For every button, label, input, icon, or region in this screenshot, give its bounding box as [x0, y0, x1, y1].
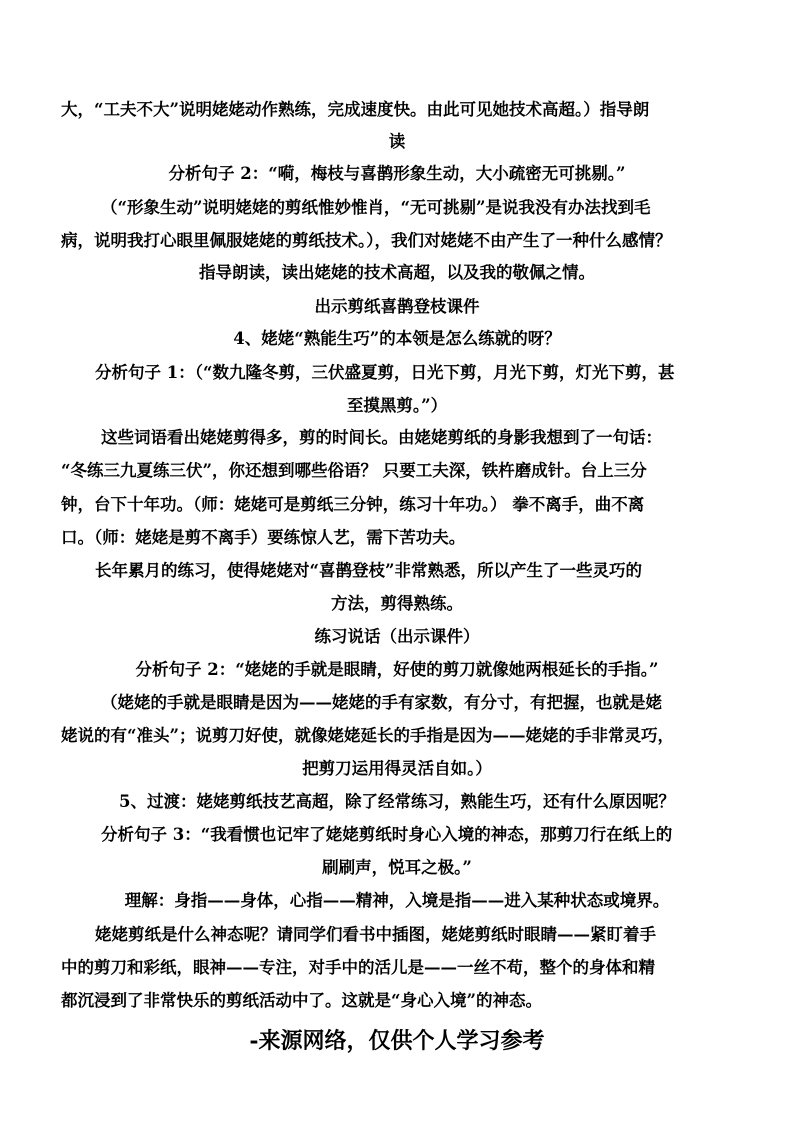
text-line: 至摸黑剪。”） — [346, 396, 448, 415]
source-footer: -来源网络，仅供个人学习参考 — [249, 1028, 545, 1054]
text-line: （“形象生动”说明姥姥的剪纸惟妙惟肖，“无可挑剔”是说我没有办法找到毛 — [101, 198, 651, 217]
text-line: 大，“工夫不大”说明姥姥动作熟练，完成速度快。由此可见她技术高超。）指导朗 — [61, 100, 650, 119]
text-line: 刷刷声，悦耳之极。” — [322, 858, 472, 877]
text-line: 这些词语看出姥姥剪得多，剪的时间长。由姥姥剪纸的身影我想到了一句话： — [101, 428, 662, 447]
text-line: 中的剪刀和彩纸，眼神——专注，对手中的活儿是——一丝不苟，整个的身体和精 — [61, 958, 655, 977]
text-line: 5、过渡：姥姥剪纸技艺高超，除了经常练习，熟能生巧，还有什么原因呢？ — [119, 792, 675, 811]
text-line: 姥姥剪纸是什么神态呢？请同学们看书中插图，姥姥剪纸时眼睛——紧盯着手 — [95, 925, 656, 944]
text-line: 钟，台下十年功。（师：姥姥可是剪纸三分钟，练习十年功。） 拳不离手，曲不离 — [61, 495, 645, 514]
text-line: 口。（师：姥姥是剪不离手）要练惊人艺，需下苦功夫。 — [61, 528, 466, 547]
text-line: 分析句子 1：（“数九隆冬剪，三伏盛夏剪，日光下剪，月光下剪，灯光下剪，甚 — [95, 363, 675, 382]
text-line: 方法，剪得熟练。 — [331, 594, 463, 613]
text-line: 理解：身指——身体，心指——精神，入境是指——进入某种状态或境界。 — [124, 891, 670, 910]
text-line: 分析句子 3：“我看惯也记牢了姥姥剪纸时身心入境的神态，那剪刀行在纸上的 — [101, 825, 673, 844]
text-line: 分析句子 2：“嗬，梅枝与喜鹊形象生动，大小疏密无可挑剔。” — [168, 164, 626, 183]
text-line: 分析句子 2：“姥姥的手就是眼睛，好使的剪刀就像她两根延长的手指。” — [135, 660, 659, 679]
text-line: “冬练三九夏练三伏”，你还想到哪些俗语？ 只要工夫深，铁杵磨成针。台上三分 — [61, 461, 647, 480]
text-line: 把剪刀运用得灵活自如。） — [302, 759, 492, 778]
text-line: 练习说话（出示课件） — [314, 627, 480, 646]
text-line: 长年累月的练习，使得姥姥对“喜鹊登枝”非常熟悉，所以产生了一些灵巧的 — [95, 561, 642, 580]
text-line: （姥姥的手就是眼睛是因为——姥姥的手有家数，有分寸，有把握，也就是姥 — [101, 693, 662, 712]
text-line: 4、姥姥“熟能生巧”的本领是怎么练就的呀？ — [233, 329, 561, 348]
text-line: 指导朗读，读出姥姥的技术高超，以及我的敬佩之情。 — [199, 263, 595, 282]
text-line: 都沉浸到了非常快乐的剪纸活动中了。这就是“身心入境”的神态。 — [61, 991, 542, 1010]
text-line: 出示剪纸喜鹊登枝课件 — [314, 297, 480, 316]
text-line: 病，说明我打心眼里佩服姥姥的剪纸技术。），我们对姥姥不由产生了一种什么感情？ — [61, 231, 672, 250]
text-line: 读 — [388, 132, 406, 151]
text-line: 姥说的有“准头”；说剪刀好使，就像姥姥延长的手指是因为——姥姥的手非常灵巧， — [61, 726, 674, 745]
